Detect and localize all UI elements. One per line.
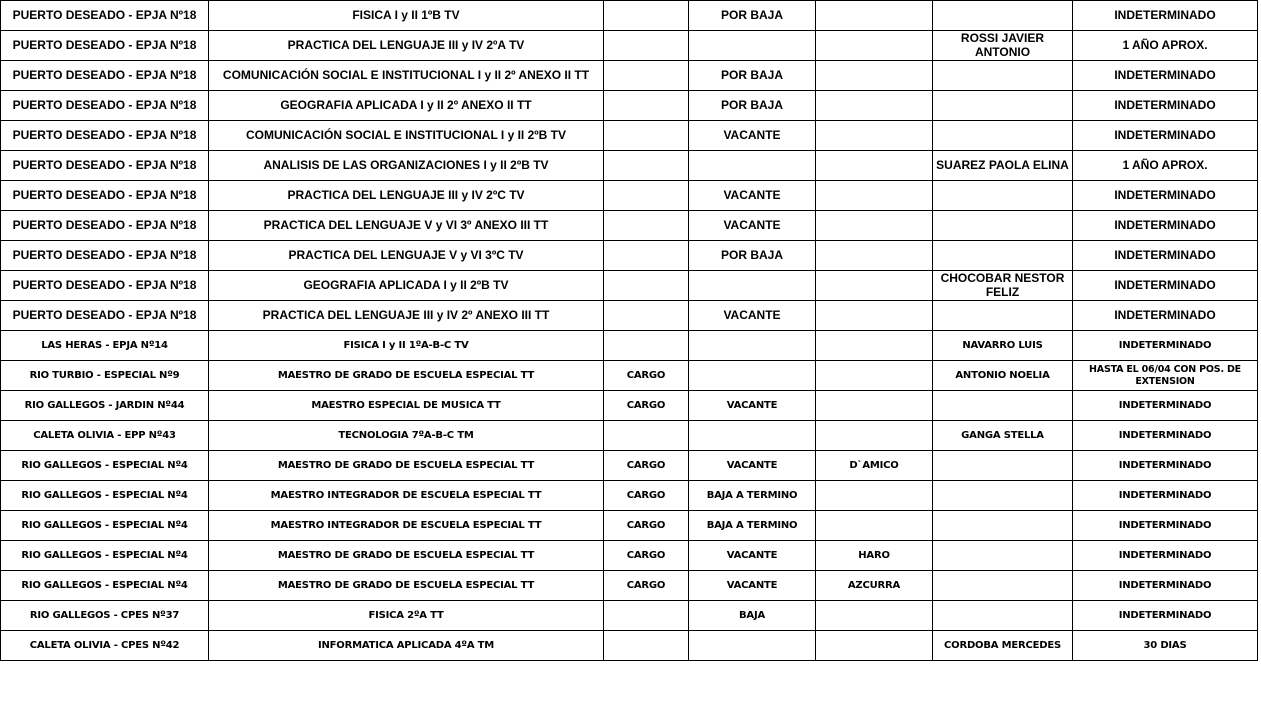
replacement-cell (933, 121, 1073, 151)
replacement-cell (933, 211, 1073, 241)
status-cell: VACANTE (689, 121, 816, 151)
status-cell: POR BAJA (689, 1, 816, 31)
type-cell: CARGO (604, 511, 689, 541)
subject-cell: PRACTICA DEL LENGUAJE III y IV 2ºA TV (209, 31, 604, 61)
duration-cell: INDETERMINADO (1073, 481, 1258, 511)
type-cell (604, 91, 689, 121)
holder-cell (816, 121, 933, 151)
duration-cell: INDETERMINADO (1073, 331, 1258, 361)
replacement-cell: SUAREZ PAOLA ELINA (933, 151, 1073, 181)
holder-cell (816, 271, 933, 301)
duration-cell: INDETERMINADO (1073, 511, 1258, 541)
status-cell: VACANTE (689, 301, 816, 331)
holder-cell (816, 331, 933, 361)
holder-cell (816, 481, 933, 511)
holder-cell (816, 211, 933, 241)
holder-cell (816, 181, 933, 211)
type-cell: CARGO (604, 481, 689, 511)
duration-cell: INDETERMINADO (1073, 211, 1258, 241)
type-cell (604, 301, 689, 331)
school-cell: PUERTO DESEADO - EPJA Nº18 (1, 181, 209, 211)
replacement-cell: NAVARRO LUIS (933, 331, 1073, 361)
school-cell: PUERTO DESEADO - EPJA Nº18 (1, 1, 209, 31)
replacement-cell: CHOCOBAR NESTOR FELIZ (933, 271, 1073, 301)
subject-cell: MAESTRO DE GRADO DE ESCUELA ESPECIAL TT (209, 571, 604, 601)
type-cell (604, 631, 689, 661)
holder-cell (816, 391, 933, 421)
status-cell (689, 331, 816, 361)
subject-cell: MAESTRO DE GRADO DE ESCUELA ESPECIAL TT (209, 451, 604, 481)
status-cell: POR BAJA (689, 61, 816, 91)
replacement-cell (933, 301, 1073, 331)
holder-cell (816, 1, 933, 31)
school-cell: RIO GALLEGOS - ESPECIAL Nº4 (1, 511, 209, 541)
school-cell: PUERTO DESEADO - EPJA Nº18 (1, 121, 209, 151)
subject-cell: MAESTRO ESPECIAL DE MUSICA TT (209, 391, 604, 421)
replacement-cell: ANTONIO NOELIA (933, 361, 1073, 391)
subject-cell: FISICA 2ºA TT (209, 601, 604, 631)
duration-cell: INDETERMINADO (1073, 241, 1258, 271)
table-row (1, 601, 1258, 631)
holder-cell (816, 91, 933, 121)
holder-cell (816, 31, 933, 61)
type-cell (604, 271, 689, 301)
type-cell (604, 151, 689, 181)
school-cell: RIO GALLEGOS - CPES Nº37 (1, 601, 209, 631)
status-cell: BAJA (689, 601, 816, 631)
school-cell: RIO GALLEGOS - ESPECIAL Nº4 (1, 451, 209, 481)
school-cell: PUERTO DESEADO - EPJA Nº18 (1, 91, 209, 121)
holder-cell (816, 361, 933, 391)
school-cell: RIO TURBIO - ESPECIAL Nº9 (1, 361, 209, 391)
school-cell: PUERTO DESEADO - EPJA Nº18 (1, 301, 209, 331)
school-cell: PUERTO DESEADO - EPJA Nº18 (1, 211, 209, 241)
holder-cell (816, 511, 933, 541)
table-row (1, 31, 1258, 61)
school-cell: PUERTO DESEADO - EPJA Nº18 (1, 31, 209, 61)
status-cell: VACANTE (689, 541, 816, 571)
replacement-cell (933, 601, 1073, 631)
table-row (1, 421, 1258, 451)
type-cell (604, 121, 689, 151)
duration-cell: INDETERMINADO (1073, 451, 1258, 481)
subject-cell: GEOGRAFIA APLICADA I y II 2ºB TV (209, 271, 604, 301)
type-cell (604, 31, 689, 61)
type-cell (604, 61, 689, 91)
status-cell: BAJA A TERMINO (689, 481, 816, 511)
subject-cell: PRACTICA DEL LENGUAJE III y IV 2º ANEXO III TT (209, 301, 604, 331)
replacement-cell (933, 391, 1073, 421)
table-row (1, 181, 1258, 211)
type-cell: CARGO (604, 571, 689, 601)
type-cell (604, 241, 689, 271)
table-row (1, 481, 1258, 511)
table-row (1, 541, 1258, 571)
replacement-cell: ROSSI JAVIER ANTONIO (933, 31, 1073, 61)
replacement-cell (933, 481, 1073, 511)
holder-cell (816, 421, 933, 451)
table-row (1, 511, 1258, 541)
type-cell: CARGO (604, 361, 689, 391)
replacement-cell: CORDOBA MERCEDES (933, 631, 1073, 661)
holder-cell (816, 301, 933, 331)
replacement-cell (933, 91, 1073, 121)
school-cell: CALETA OLIVIA - EPP Nº43 (1, 421, 209, 451)
status-cell (689, 421, 816, 451)
table-row (1, 151, 1258, 181)
holder-cell (816, 61, 933, 91)
holder-cell (816, 241, 933, 271)
table-row (1, 391, 1258, 421)
replacement-cell: GANGA STELLA (933, 421, 1073, 451)
replacement-cell (933, 181, 1073, 211)
type-cell: CARGO (604, 451, 689, 481)
holder-cell (816, 601, 933, 631)
subject-cell: PRACTICA DEL LENGUAJE III y IV 2ºC TV (209, 181, 604, 211)
table-row (1, 121, 1258, 151)
subject-cell: FISICA I y II 1ºB TV (209, 1, 604, 31)
type-cell (604, 181, 689, 211)
table-row (1, 571, 1258, 601)
table-row (1, 271, 1258, 301)
duration-cell: INDETERMINADO (1073, 61, 1258, 91)
type-cell: CARGO (604, 391, 689, 421)
duration-cell: INDETERMINADO (1073, 601, 1258, 631)
status-cell: VACANTE (689, 391, 816, 421)
replacement-cell (933, 241, 1073, 271)
school-cell: RIO GALLEGOS - ESPECIAL Nº4 (1, 481, 209, 511)
subject-cell: COMUNICACIÓN SOCIAL E INSTITUCIONAL I y II 2º ANEXO II TT (209, 61, 604, 91)
table-row (1, 451, 1258, 481)
duration-cell: HASTA EL 06/04 CON POS. DE EXTENSION (1073, 361, 1258, 391)
status-cell (689, 271, 816, 301)
holder-cell (816, 631, 933, 661)
type-cell (604, 421, 689, 451)
status-cell: VACANTE (689, 571, 816, 601)
subject-cell: MAESTRO DE GRADO DE ESCUELA ESPECIAL TT (209, 541, 604, 571)
duration-cell: INDETERMINADO (1073, 541, 1258, 571)
subject-cell: GEOGRAFIA APLICADA I y II 2º ANEXO II TT (209, 91, 604, 121)
school-cell: LAS HERAS - EPJA Nº14 (1, 331, 209, 361)
subject-cell: FISICA I y II 1ºA-B-C TV (209, 331, 604, 361)
subject-cell: ANALISIS DE LAS ORGANIZACIONES I y II 2ºB TV (209, 151, 604, 181)
replacement-cell (933, 451, 1073, 481)
subject-cell: MAESTRO INTEGRADOR DE ESCUELA ESPECIAL TT (209, 511, 604, 541)
type-cell (604, 1, 689, 31)
subject-cell: MAESTRO DE GRADO DE ESCUELA ESPECIAL TT (209, 361, 604, 391)
status-cell: VACANTE (689, 211, 816, 241)
replacement-cell (933, 511, 1073, 541)
school-cell: RIO GALLEGOS - ESPECIAL Nº4 (1, 541, 209, 571)
duration-cell: INDETERMINADO (1073, 421, 1258, 451)
holder-cell (816, 151, 933, 181)
type-cell (604, 331, 689, 361)
subject-cell: COMUNICACIÓN SOCIAL E INSTITUCIONAL I y II 2ºB TV (209, 121, 604, 151)
duration-cell: 30 DIAS (1073, 631, 1258, 661)
school-cell: PUERTO DESEADO - EPJA Nº18 (1, 241, 209, 271)
duration-cell: INDETERMINADO (1073, 301, 1258, 331)
school-cell: CALETA OLIVIA - CPES Nº42 (1, 631, 209, 661)
table-row (1, 61, 1258, 91)
table-row (1, 211, 1258, 241)
holder-cell: AZCURRA (816, 571, 933, 601)
replacement-cell (933, 571, 1073, 601)
holder-cell: D`AMICO (816, 451, 933, 481)
status-cell: POR BAJA (689, 241, 816, 271)
duration-cell: INDETERMINADO (1073, 391, 1258, 421)
holder-cell: HARO (816, 541, 933, 571)
duration-cell: INDETERMINADO (1073, 1, 1258, 31)
subject-cell: INFORMATICA APLICADA 4ºA TM (209, 631, 604, 661)
table-row (1, 631, 1258, 661)
duration-cell: INDETERMINADO (1073, 181, 1258, 211)
duration-cell: 1 AÑO APROX. (1073, 31, 1258, 61)
duration-cell: INDETERMINADO (1073, 571, 1258, 601)
duration-cell: INDETERMINADO (1073, 271, 1258, 301)
table-row (1, 301, 1258, 331)
replacement-cell (933, 1, 1073, 31)
subject-cell: TECNOLOGIA 7ºA-B-C TM (209, 421, 604, 451)
table-row (1, 241, 1258, 271)
table-row (1, 331, 1258, 361)
status-cell (689, 31, 816, 61)
status-cell (689, 361, 816, 391)
type-cell: CARGO (604, 541, 689, 571)
status-cell: VACANTE (689, 181, 816, 211)
status-cell (689, 631, 816, 661)
type-cell (604, 211, 689, 241)
type-cell (604, 601, 689, 631)
status-cell: BAJA A TERMINO (689, 511, 816, 541)
school-cell: PUERTO DESEADO - EPJA Nº18 (1, 271, 209, 301)
school-cell: PUERTO DESEADO - EPJA Nº18 (1, 61, 209, 91)
duration-cell: 1 AÑO APROX. (1073, 151, 1258, 181)
school-cell: RIO GALLEGOS - JARDIN Nº44 (1, 391, 209, 421)
subject-cell: PRACTICA DEL LENGUAJE V y VI 3º ANEXO III TT (209, 211, 604, 241)
status-cell (689, 151, 816, 181)
duration-cell: INDETERMINADO (1073, 121, 1258, 151)
status-cell: POR BAJA (689, 91, 816, 121)
table-row (1, 91, 1258, 121)
table-row (1, 1, 1258, 31)
subject-cell: MAESTRO INTEGRADOR DE ESCUELA ESPECIAL TT (209, 481, 604, 511)
replacement-cell (933, 61, 1073, 91)
duration-cell: INDETERMINADO (1073, 91, 1258, 121)
status-cell: VACANTE (689, 451, 816, 481)
school-cell: RIO GALLEGOS - ESPECIAL Nº4 (1, 571, 209, 601)
school-cell: PUERTO DESEADO - EPJA Nº18 (1, 151, 209, 181)
table-row (1, 361, 1258, 391)
subject-cell: PRACTICA DEL LENGUAJE V y VI 3ºC TV (209, 241, 604, 271)
replacement-cell (933, 541, 1073, 571)
